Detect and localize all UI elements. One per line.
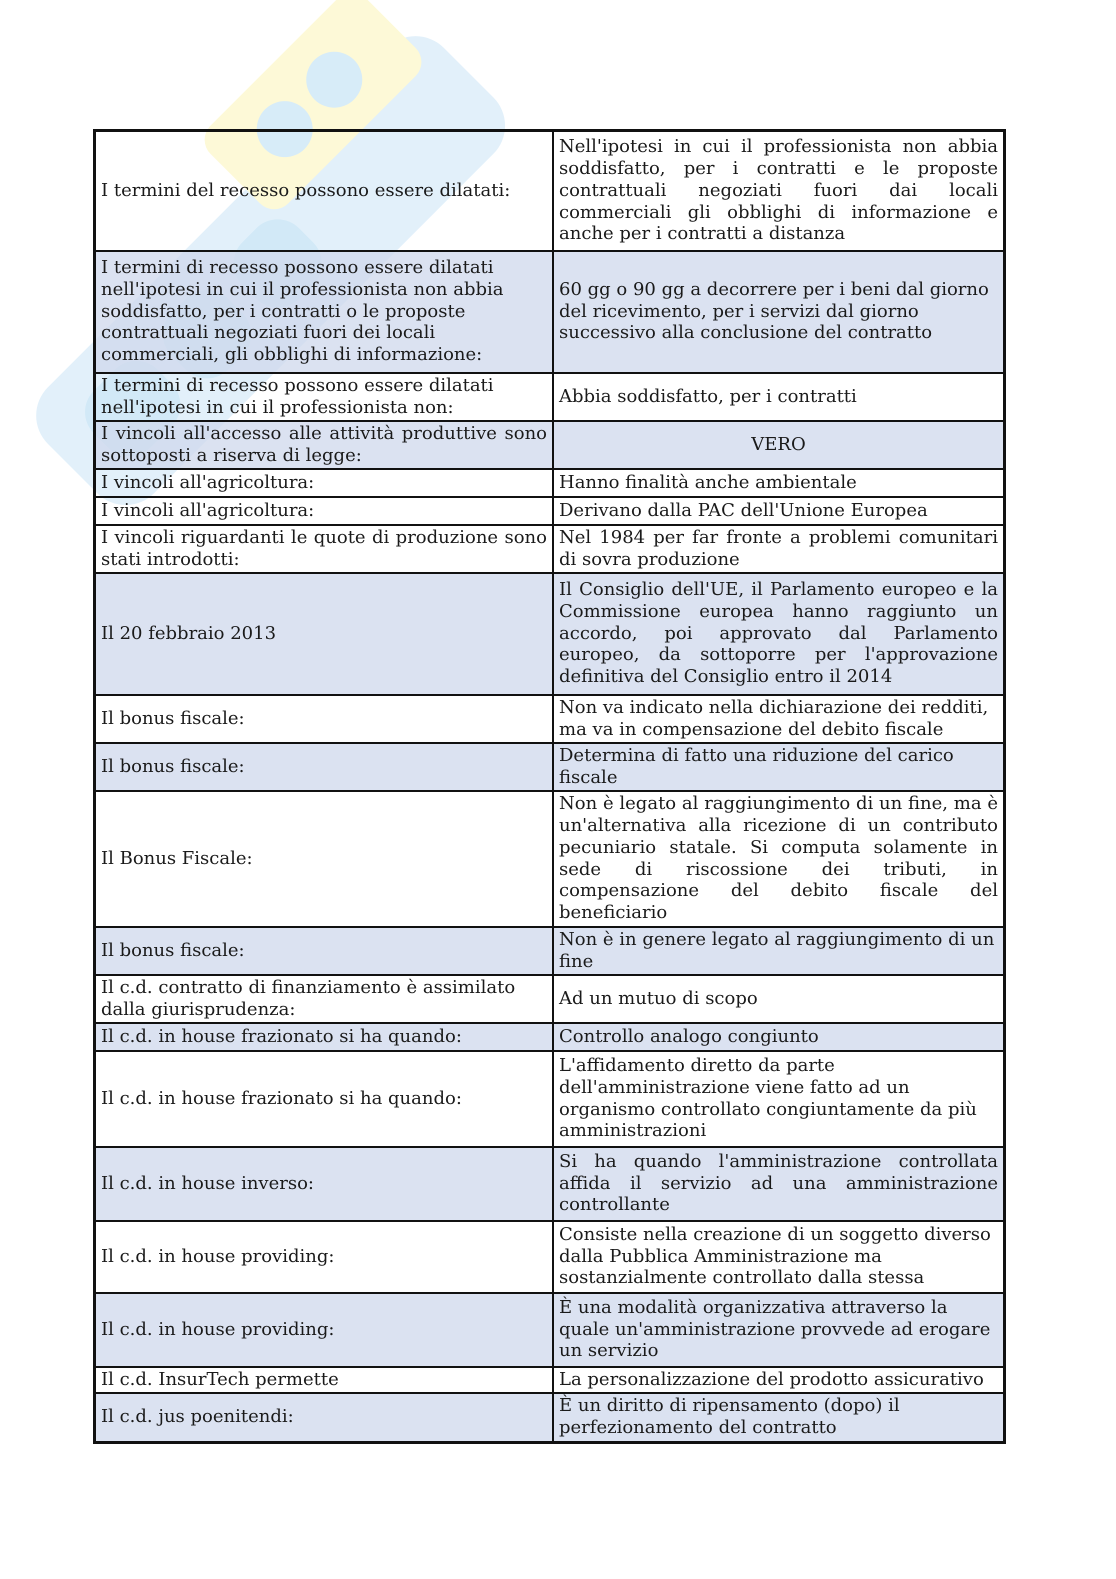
answer-cell: Consiste nella creazione di un soggetto diverso dalla Pubblica Amministrazione ma sostanzialmente controllato dalla stessa — [553, 1221, 1005, 1293]
question-cell: I termini di recesso possono essere dilatati nell'ipotesi in cui il professionista non: — [95, 373, 554, 421]
table-row — [95, 791, 1005, 927]
answer-cell: Derivano dalla PAC dell'Unione Europea — [553, 497, 1005, 525]
question-cell: Il Bonus Fiscale: — [95, 791, 554, 927]
table-row — [95, 1023, 1005, 1051]
question-cell: Il c.d. in house providing: — [95, 1293, 554, 1367]
question-cell: Il bonus fiscale: — [95, 695, 554, 743]
answer-cell: Non è in genere legato al raggiungimento di un fine — [553, 927, 1005, 975]
question-cell: Il c.d. InsurTech permette — [95, 1367, 554, 1393]
table-row — [95, 469, 1005, 497]
answer-cell: 60 gg o 90 gg a decorrere per i beni dal giorno del ricevimento, per i servizi dal giorno successivo alla conclusione del contratto — [553, 251, 1005, 373]
question-cell: Il bonus fiscale: — [95, 927, 554, 975]
table-row — [95, 131, 1005, 251]
answer-cell: Hanno finalità anche ambientale — [553, 469, 1005, 497]
table-row — [95, 1293, 1005, 1367]
question-cell: I termini di recesso possono essere dilatati nell'ipotesi in cui il professionista non abbia soddisfatto, per i contratti o le proposte contrattuali negoziati fuori dei locali commerciali, gli obblighi di informazione: — [95, 251, 554, 373]
answer-cell: L'affidamento diretto da parte dell'amministrazione viene fatto ad un organismo controllato congiuntamente da più amministrazioni — [553, 1051, 1005, 1147]
question-cell: I vincoli all'agricoltura: — [95, 497, 554, 525]
table-row — [95, 743, 1005, 791]
table-row — [95, 1147, 1005, 1221]
answer-cell: Determina di fatto una riduzione del carico fiscale — [553, 743, 1005, 791]
table-row — [95, 373, 1005, 421]
table-row — [95, 1393, 1005, 1443]
answer-cell: Non è legato al raggiungimento di un fine, ma è un'alternativa alla ricezione di un contributo pecuniario statale. Si computa solamente in sede di riscossione dei tributi, in compensazione del debito fiscale del beneficiario — [553, 791, 1005, 927]
question-cell: Il c.d. contratto di finanziamento è assimilato dalla giurisprudenza: — [95, 975, 554, 1023]
question-cell: I vincoli all'agricoltura: — [95, 469, 554, 497]
table-row — [95, 251, 1005, 373]
question-cell: Il c.d. in house providing: — [95, 1221, 554, 1293]
question-cell: I vincoli all'accesso alle attività produttive sono sottoposti a riserva di legge: — [95, 421, 554, 469]
table-row — [95, 421, 1005, 469]
table-row — [95, 525, 1005, 573]
answer-cell: Nel 1984 per far fronte a problemi comunitari di sovra produzione — [553, 525, 1005, 573]
answer-cell: Il Consiglio dell'UE, il Parlamento europeo e la Commissione europea hanno raggiunto un accordo, poi approvato dal Parlamento europeo, da sottoporre per l'approvazione definitiva del Consiglio entro il 2014 — [553, 573, 1005, 695]
answer-cell: Si ha quando l'amministrazione controllata affida il servizio ad una amministrazione controllante — [553, 1147, 1005, 1221]
quiz-answer-table — [93, 129, 1006, 1444]
answer-cell: Controllo analogo congiunto — [553, 1023, 1005, 1051]
table-row — [95, 927, 1005, 975]
question-cell: Il c.d. in house inverso: — [95, 1147, 554, 1221]
answer-cell: Ad un mutuo di scopo — [553, 975, 1005, 1023]
question-cell: Il bonus fiscale: — [95, 743, 554, 791]
question-cell: Il c.d. jus poenitendi: — [95, 1393, 554, 1443]
answer-cell: Nell'ipotesi in cui il professionista non abbia soddisfatto, per i contratti e le proposte contrattuali negoziati fuori dai locali commerciali gli obblighi di informazione e anche per i contratti a distanza — [553, 131, 1005, 251]
question-cell: Il 20 febbraio 2013 — [95, 573, 554, 695]
answer-cell: Non va indicato nella dichiarazione dei redditi, ma va in compensazione del debito fiscale — [553, 695, 1005, 743]
question-cell: Il c.d. in house frazionato si ha quando: — [95, 1051, 554, 1147]
answer-cell: È una modalità organizzativa attraverso la quale un'amministrazione provvede ad erogare un servizio — [553, 1293, 1005, 1367]
table-row — [95, 1051, 1005, 1147]
table-row — [95, 573, 1005, 695]
question-cell: Il c.d. in house frazionato si ha quando: — [95, 1023, 554, 1051]
table-row — [95, 975, 1005, 1023]
table-row — [95, 497, 1005, 525]
question-cell: I vincoli riguardanti le quote di produzione sono stati introdotti: — [95, 525, 554, 573]
question-cell: I termini del recesso possono essere dilatati: — [95, 131, 554, 251]
answer-cell: VERO — [553, 421, 1005, 469]
answer-cell: Abbia soddisfatto, per i contratti — [553, 373, 1005, 421]
answer-cell: La personalizzazione del prodotto assicurativo — [553, 1367, 1005, 1393]
table-row — [95, 1221, 1005, 1293]
table-row — [95, 1367, 1005, 1393]
table-row — [95, 695, 1005, 743]
answer-cell: È un diritto di ripensamento (dopo) il perfezionamento del contratto — [553, 1393, 1005, 1443]
